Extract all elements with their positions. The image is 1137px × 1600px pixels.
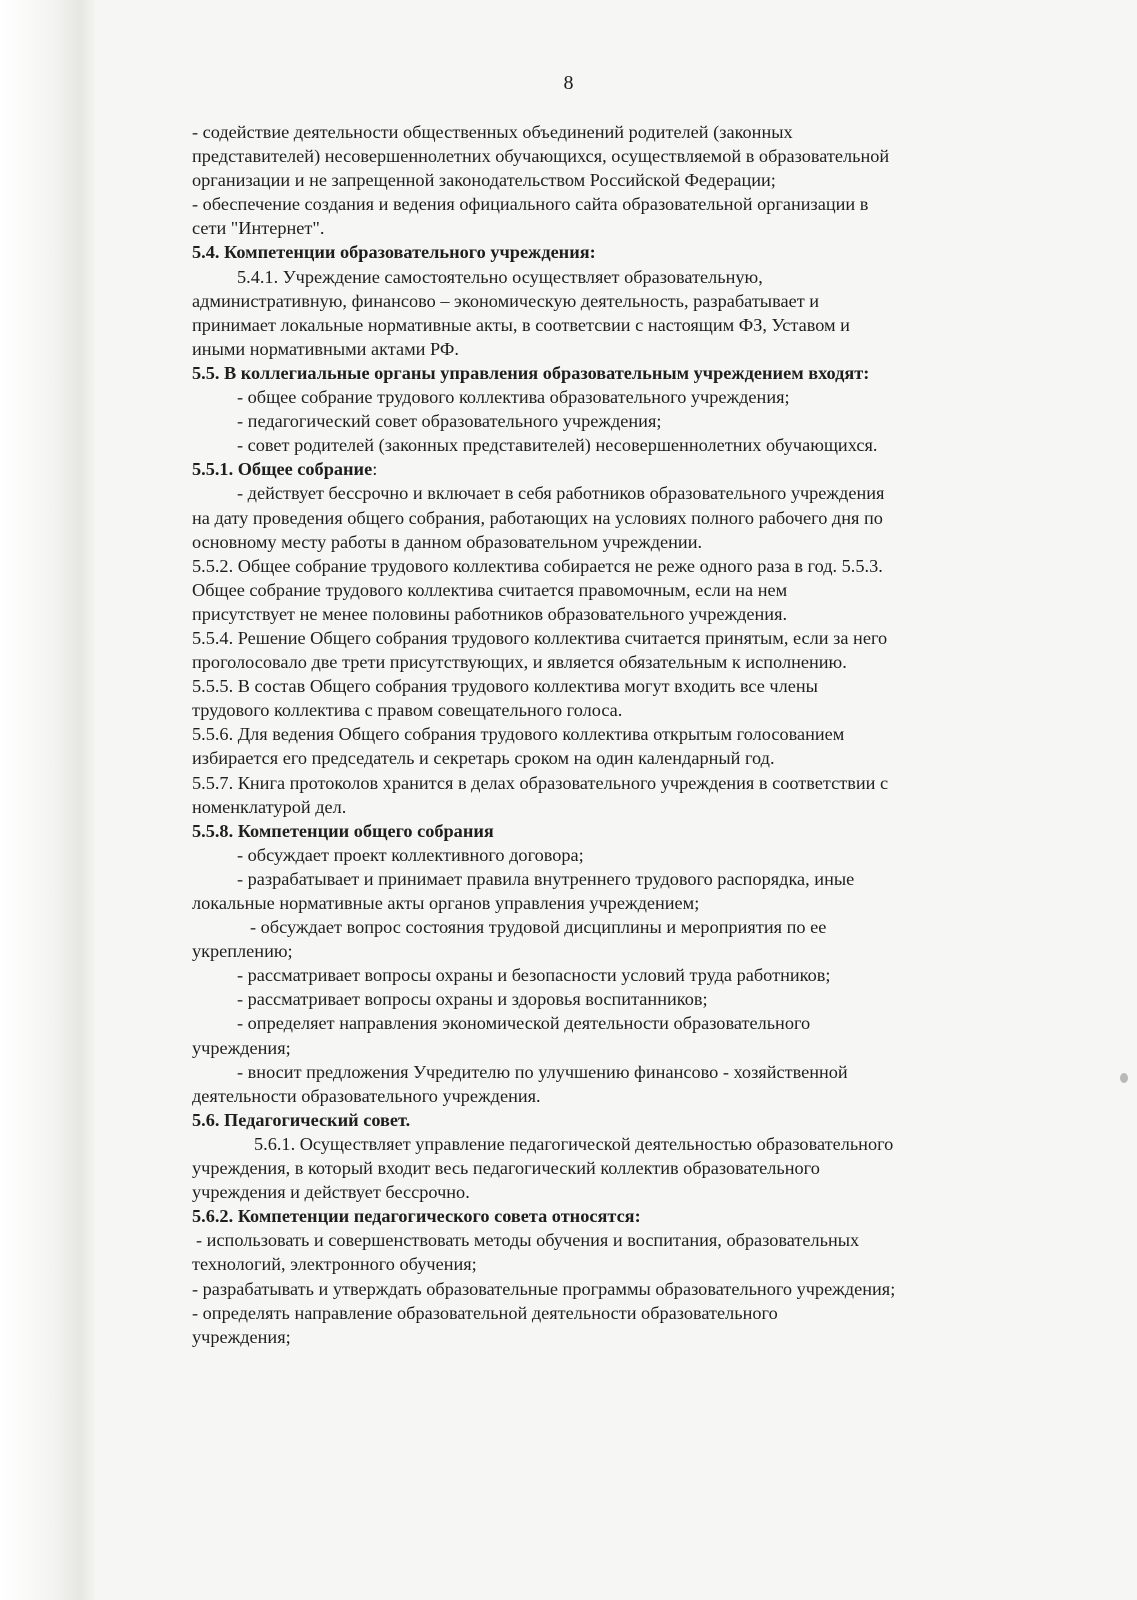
text-line: избирается его председатель и секретарь сроком на один календарный год. (192, 748, 775, 769)
text-line: учреждения и действует бессрочно. (192, 1182, 470, 1203)
text-line: основному месту работы в данном образовательном учреждении. (192, 531, 703, 552)
list-item: - совет родителей (законных представителей) несовершеннолетних обучающихся. (237, 435, 878, 456)
section-heading-5-6: 5.6. Педагогический совет. (192, 1109, 411, 1130)
text-line: трудового коллектива с правом совещательного голоса. (192, 700, 623, 721)
section-heading-5-5-1 (192, 457, 1032, 481)
section-heading-5-4: 5.4. Компетенции образовательного учреждения: (192, 242, 596, 263)
text-line: Общее собрание трудового коллектива считается правомочным, если на нем (192, 579, 788, 600)
text-line: организации и не запрещенной законодательством Российской Федерации; (192, 170, 776, 191)
list-item: - определять направление образовательной деятельности образовательного (192, 1302, 778, 1323)
text-line: 5.5.4. Решение Общего собрания трудового коллектива считается принятым, если за него (192, 627, 888, 648)
text-line: административную, финансово – экономическую деятельность, разрабатывает и (192, 290, 820, 311)
text-line: укреплению; (192, 941, 293, 962)
text-line: представителей) несовершеннолетних обучающихся, осуществляемой в образовательной (192, 146, 890, 167)
text-line: локальные нормативные акты органов управления учреждением; (192, 893, 700, 913)
text-line: учреждения, в который входит весь педагогический коллектив образовательного (192, 1158, 820, 1179)
text-line: принимает локальные нормативные акты, в соответсвии с настоящим ФЗ, Уставом и (192, 314, 850, 335)
section-heading-5-6-2: 5.6.2. Компетенции педагогического совета относятся: (192, 1206, 641, 1227)
section-heading-5-5: 5.5. В коллегиальные органы управления образовательным учреждением входят: (192, 362, 870, 383)
text-line: 5.4.1. Учреждение самостоятельно осуществляет образовательную, (237, 266, 763, 287)
text-line: присутствует не менее половины работников образовательного учреждения. (192, 603, 788, 624)
text-line: учреждения; (192, 1037, 291, 1058)
list-item: - обсуждает проект коллективного договора; (237, 844, 584, 865)
text-line: - обеспечение создания и ведения официального сайта образовательной организации в (192, 194, 869, 215)
list-item: - определяет направления экономической деятельности образовательного (237, 1013, 811, 1034)
text-line: иными нормативными актами РФ. (192, 338, 459, 359)
heading-colon: : (372, 459, 378, 480)
document-body (192, 120, 1032, 1349)
text-line: деятельности образовательного учреждения. (192, 1085, 541, 1106)
text-line: проголосовало две трети присутствующих, и является обязательным к исполнению. (192, 652, 847, 673)
list-item: - разрабатывает и принимает правила внутреннего трудового распорядка, иные (237, 868, 855, 889)
list-item: - обсуждает вопрос состояния трудовой дисциплины и мероприятия по ее (250, 917, 827, 938)
section-heading-5-5-8: 5.5.8. Компетенции общего собрания (192, 820, 494, 841)
page-number: 8 (563, 72, 574, 94)
text-line: 5.5.2. Общее собрание трудового коллектива собирается не реже одного раза в год. 5.5.3. (192, 555, 883, 576)
list-item: - педагогический совет образовательного учреждения; (237, 411, 662, 432)
text-line: 5.5.6. Для ведения Общего собрания трудового коллектива открытым голосованием (192, 724, 845, 745)
text-line: номенклатурой дел. (192, 796, 347, 817)
text-line: - содействие деятельности общественных объединений родителей (законных (192, 122, 793, 142)
list-item: - разрабатывать и утверждать образовательные программы образовательного учреждения; (192, 1278, 896, 1299)
text-line: сети "Интернет". (192, 218, 325, 239)
list-item: - рассматривает вопросы охраны и здоровья воспитанников; (237, 989, 708, 1010)
list-item: - вносит предложения Учредителю по улучшению финансово - хозяйственной (237, 1061, 848, 1082)
text-line: учреждения; (192, 1326, 291, 1347)
list-item: - общее собрание трудового коллектива образовательного учреждения; (237, 387, 790, 408)
heading-text: 5.5.1. Общее собрание (192, 459, 373, 480)
text-line: 5.5.5. В состав Общего собрания трудового коллектива могут входить все члены (192, 676, 818, 697)
text-line: 5.5.7. Книга протоколов хранится в делах образовательного учреждения в соответствии с (192, 772, 889, 793)
scan-speck (1120, 1073, 1128, 1083)
list-item: - действует бессрочно и включает в себя работников образовательного учреждения (237, 483, 885, 504)
text-line: технологий, электронного обучения; (192, 1254, 477, 1275)
text-line: на дату проведения общего собрания, работающих на условиях полного рабочего дня по (192, 507, 883, 528)
text-line: 5.6.1. Осуществляет управление педагогической деятельностью образовательного (254, 1133, 894, 1154)
list-item: - рассматривает вопросы охраны и безопасности условий труда работников; (237, 965, 831, 986)
list-item: - использовать и совершенствовать методы обучения и воспитания, образовательных (196, 1230, 860, 1251)
